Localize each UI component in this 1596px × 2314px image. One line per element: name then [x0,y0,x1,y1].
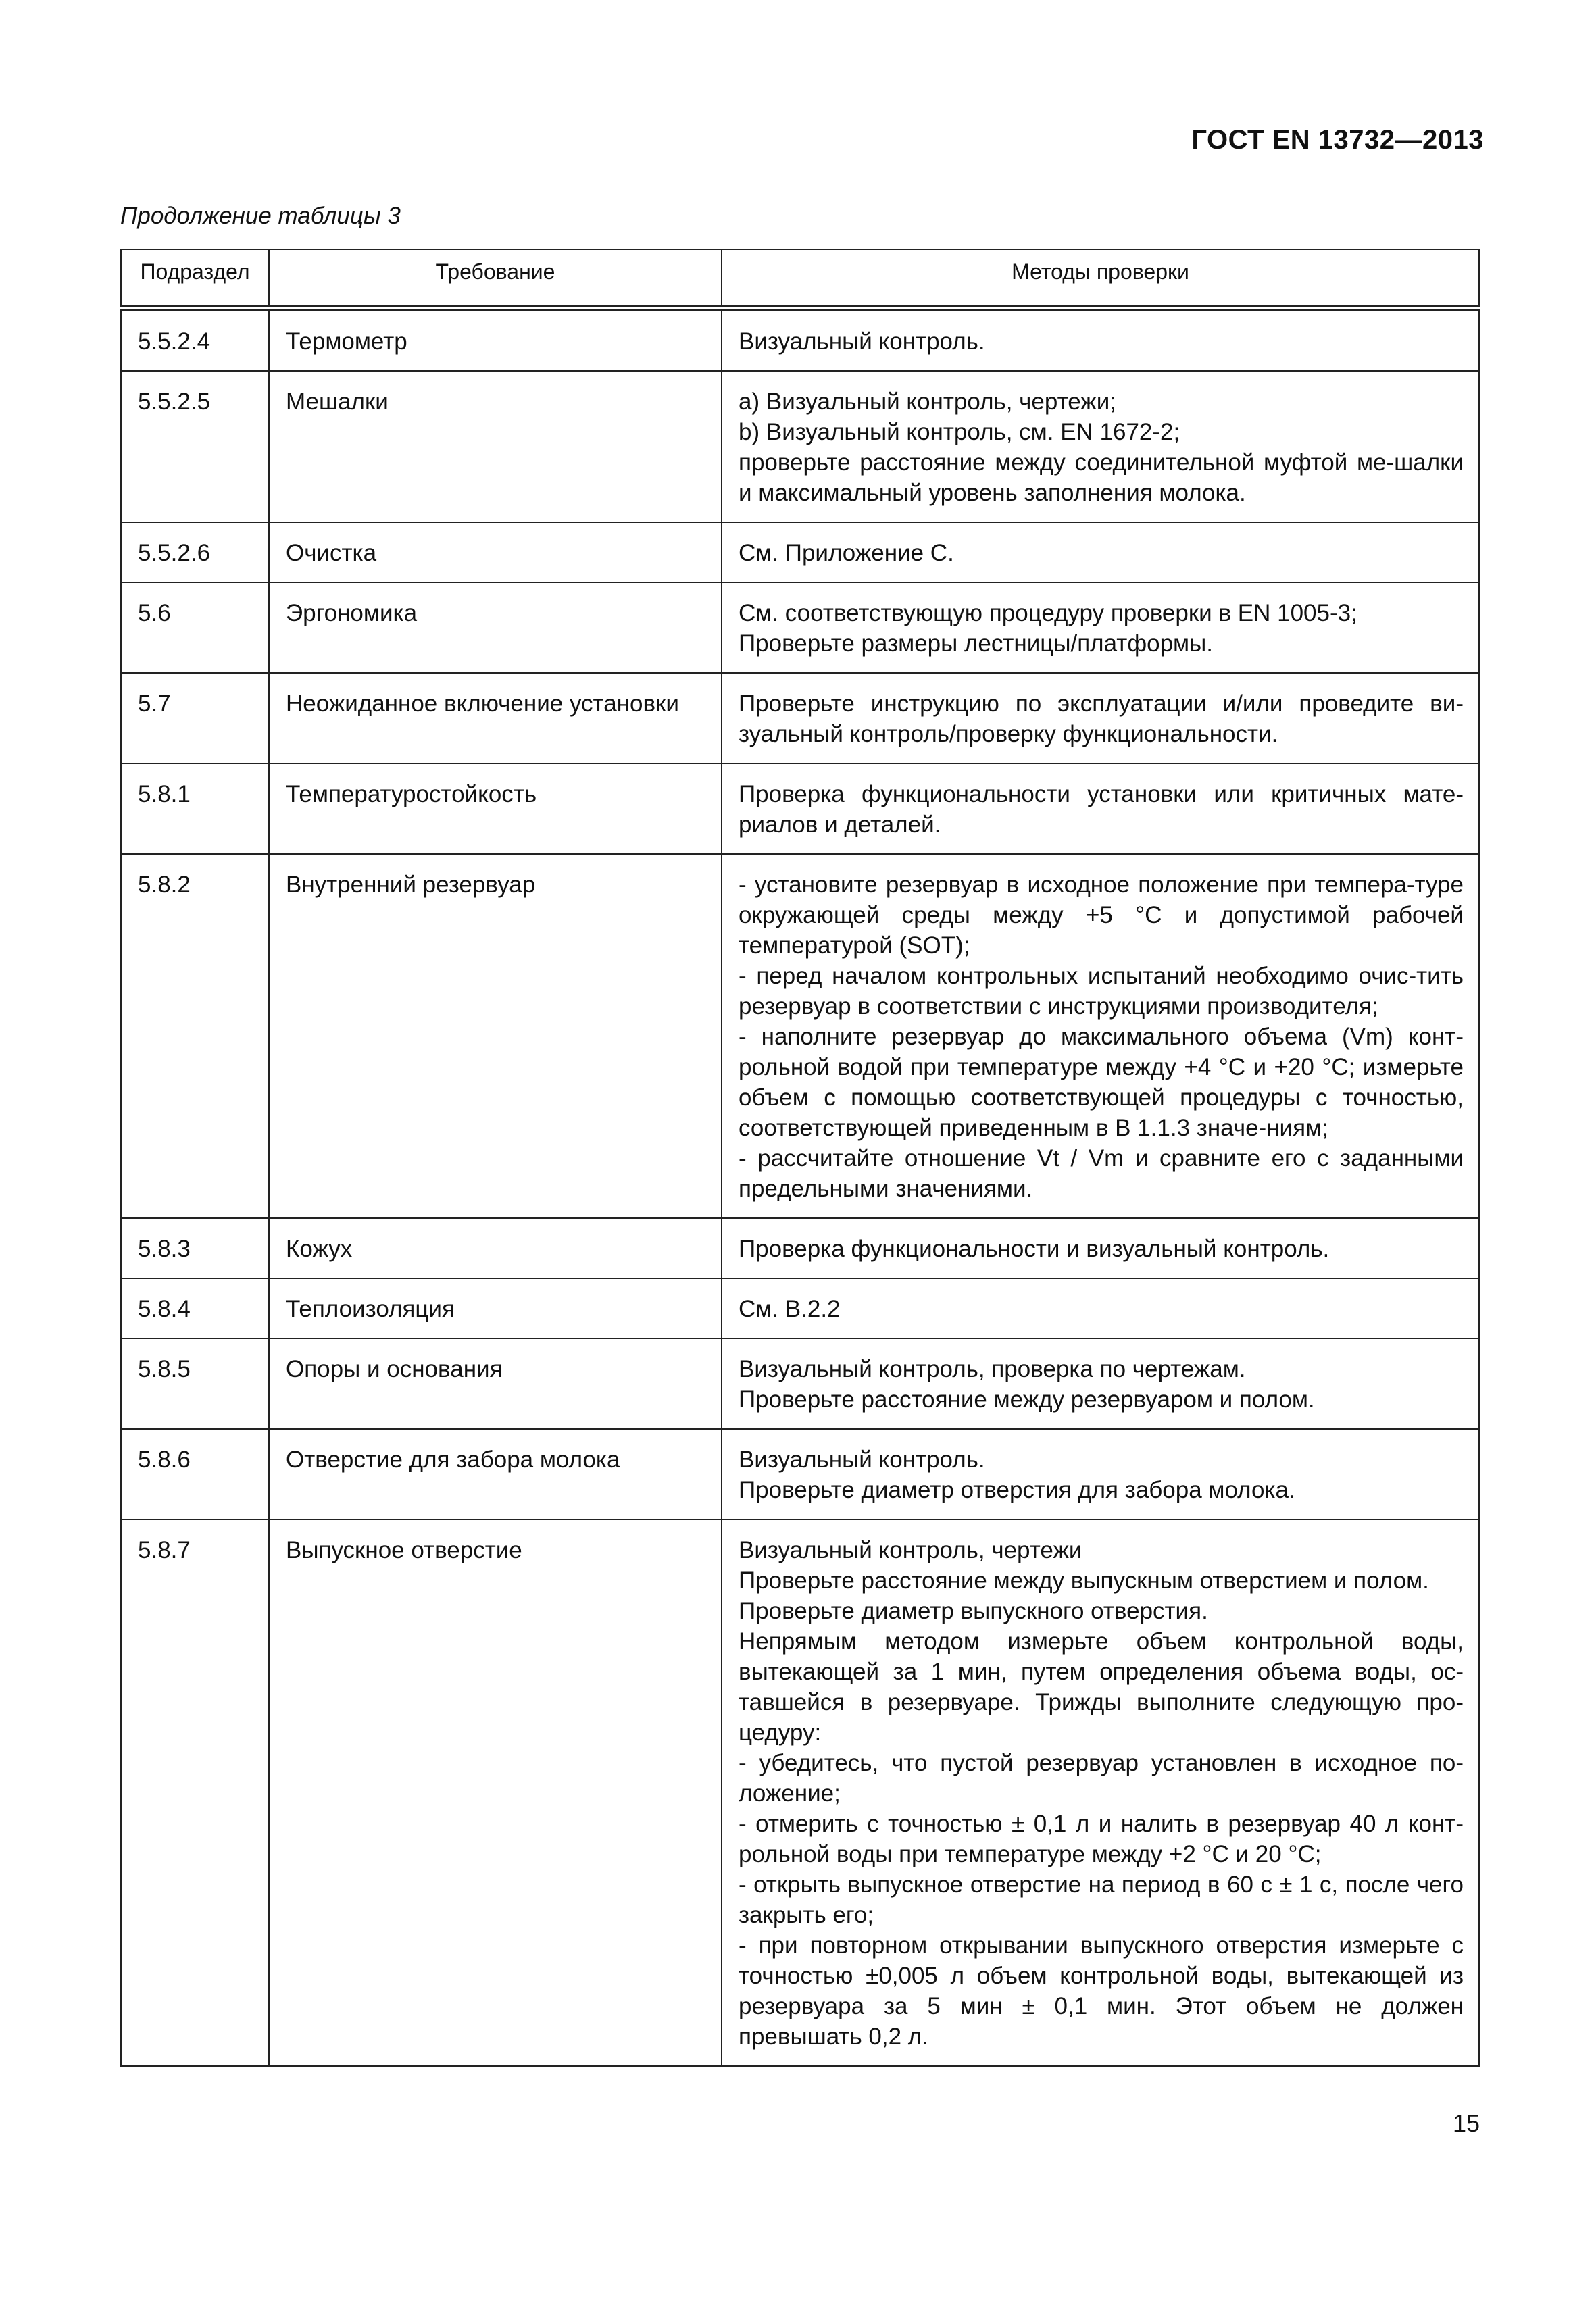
table-row [121,1338,1479,1429]
method-line: Проверьте расстояние между выпускным отверстием и полом. [739,1567,1429,1594]
table-row [121,763,1479,854]
table-row [121,522,1479,582]
methods-cell [722,371,1479,522]
method-line: См. соответствующую процедуру проверки в EN 1005-3; [739,600,1357,626]
methods-cell [722,1429,1479,1519]
requirement-cell: Мешалки [269,371,722,522]
methods-cell [722,1218,1479,1278]
table-caption: Продолжение таблицы 3 [120,203,401,229]
subsection-cell: 5.8.1 [121,763,269,854]
method-line: а) Визуальный контроль, чертежи; [739,388,1116,415]
methods-cell [722,1519,1479,2066]
method-line: Проверка функциональности и визуальный контроль. [739,1236,1330,1262]
methods-cell [722,673,1479,763]
table-row [121,1278,1479,1338]
table-row [121,854,1479,1218]
method-line: См. В.2.2 [739,1296,841,1322]
requirement-cell: Очистка [269,522,722,582]
subsection-cell: 5.5.2.5 [121,371,269,522]
subsection-cell: 5.8.7 [121,1519,269,2066]
subsection-cell: 5.6 [121,582,269,673]
table-header-row [121,249,1479,309]
requirement-cell: Теплоизоляция [269,1278,722,1338]
requirement-cell: Эргономика [269,582,722,673]
method-line: Проверьте размеры лестницы/платформы. [739,630,1213,657]
requirement-cell: Отверстие для забора молока [269,1429,722,1519]
requirement-cell: Термометр [269,309,722,372]
table-body [121,309,1479,2067]
method-line: Проверка функциональности установки или критичных мате-риалов и деталей. [739,781,1464,838]
method-line: - при повторном открывании выпускного отверстия измерьте с точностью ±0,005 л объем контрольной воды, вытекающей из резервуара за 5 мин ± 0,1 мин. Этот объем не должен превышать 0,2 л. [739,1932,1464,2050]
column-header-methods: Методы проверки [722,249,1479,309]
method-line: Визуальный контроль, проверка по чертежам. [739,1356,1246,1382]
method-line: Визуальный контроль. [739,1447,985,1473]
requirements-table [120,249,1480,2067]
methods-cell [722,522,1479,582]
method-line: См. Приложение С. [739,540,954,566]
subsection-cell: 5.8.5 [121,1338,269,1429]
method-line: - перед началом контрольных испытаний необходимо очис-тить резервуар в соответствии с инструкциями производителя; [739,963,1464,1020]
methods-cell [722,1278,1479,1338]
method-line: - установите резервуар в исходное положение при темпера-туре окружающей среды между +5 °С и допустимой рабочей температурой (SOT); [739,872,1464,959]
method-line: - рассчитайте отношение Vt / Vm и сравните его с заданными предельными значениями. [739,1145,1464,1202]
document-code: ГОСТ EN 13732—2013 [1191,125,1484,155]
method-line: проверьте расстояние между соединительной муфтой ме-шалки и максимальный уровень заполнения молока. [739,449,1464,506]
method-line: - отмерить с точностью ± 0,1 л и налить в резервуар 40 л конт-рольной воды при температуре между +2 °С и 20 °С; [739,1811,1464,1867]
requirement-cell: Неожиданное включение установки [269,673,722,763]
method-line: Непрямым методом измерьте объем контрольной воды, вытекающей за 1 мин, путем определения объема воды, ос-тавшейся в резервуаре. Трижды выполните следующую про-цедуру: [739,1628,1464,1746]
subsection-cell: 5.8.6 [121,1429,269,1519]
methods-cell [722,763,1479,854]
subsection-cell: 5.8.2 [121,854,269,1218]
table-row [121,1429,1479,1519]
requirement-cell: Выпускное отверстие [269,1519,722,2066]
table-row [121,1519,1479,2066]
requirement-cell: Кожух [269,1218,722,1278]
method-line: Проверьте расстояние между резервуаром и полом. [739,1386,1315,1413]
method-line: Проверьте инструкцию по эксплуатации и/или проведите ви-зуальный контроль/проверку функциональности. [739,690,1464,747]
requirement-cell: Температуростойкость [269,763,722,854]
table-row [121,1218,1479,1278]
table-row [121,673,1479,763]
method-line: Проверьте диаметр отверстия для забора молока. [739,1477,1295,1503]
subsection-cell: 5.8.3 [121,1218,269,1278]
method-line: b) Визуальный контроль, см. EN 1672-2; [739,419,1180,445]
method-line: - убедитесь, что пустой резервуар установлен в исходное по-ложение; [739,1750,1464,1807]
table-row [121,582,1479,673]
requirement-cell: Опоры и основания [269,1338,722,1429]
page-number: 15 [1452,2109,1480,2137]
method-line: - открыть выпускное отверстие на период в 60 с ± 1 с, после чего закрыть его; [739,1871,1464,1928]
requirement-cell: Внутренний резервуар [269,854,722,1218]
methods-cell [722,1338,1479,1429]
method-line: Проверьте диаметр выпускного отверстия. [739,1598,1208,1624]
method-line: Визуальный контроль, чертежи [739,1537,1082,1563]
subsection-cell: 5.8.4 [121,1278,269,1338]
subsection-cell: 5.5.2.4 [121,309,269,372]
subsection-cell: 5.7 [121,673,269,763]
methods-cell [722,582,1479,673]
methods-cell [722,309,1479,372]
method-line: Визуальный контроль. [739,328,985,355]
methods-cell [722,854,1479,1218]
table-row [121,309,1479,372]
column-header-requirement: Требование [269,249,722,309]
column-header-subsection: Подраздел [121,249,269,309]
subsection-cell: 5.5.2.6 [121,522,269,582]
method-line: - наполните резервуар до максимального объема (Vm) конт-рольной водой при температуре между +4 °С и +20 °С; измерьте объем с помощью соответствующей процедуры с точностью, соответствующей приведенным в В 1.1.3 значе-ниям; [739,1024,1464,1141]
table-row [121,371,1479,522]
